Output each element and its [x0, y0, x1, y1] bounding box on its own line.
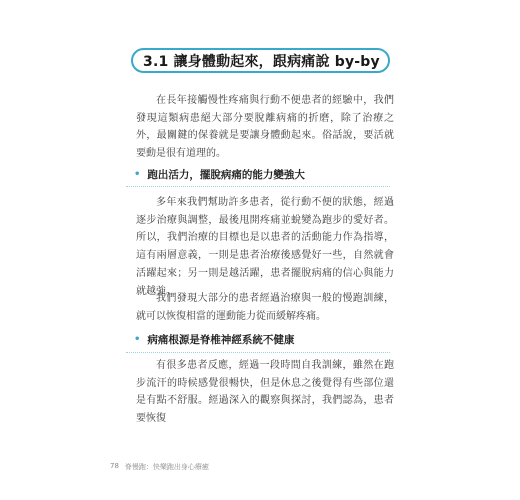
subheading-run-vitality — [134, 165, 305, 183]
paragraph-experience: 多年來我們幫助許多患者，從行動不便的狀態，經過逐步治療與調整，最後甩開疼痛並蛻變為跑步的愛好者。所以，我們治療的目標也是以患者的活動能力作為指導，這有兩層意義，一則是患者治療後感覺好一些，自然就會活躍起來；另一則是越活躍，患者擺脫病痛的信心與能力就越強。 — [136, 197, 394, 297]
bullet-icon: • — [134, 168, 141, 180]
paragraph-intro: 在長年接觸慢性疼痛與行動不便患者的經驗中，我們發現這類病患絕大部分要脫離病痛的折磨，除了治療之外，最關鍵的保養就是要讓身體動起來。俗話說，要活就要動是很有道理的。 — [136, 95, 394, 160]
subheading-divider — [126, 352, 390, 353]
subheading-spine-root — [134, 330, 294, 348]
book-title: 脊慢跑：快樂跑出身心療癒 — [124, 463, 209, 471]
subheading-text: 跑出活力，擺脫病痛的能力變強大 — [147, 168, 305, 181]
paragraph-feedback: 有很多患者反應，經過一段時間自我訓練，雖然在跑步流汗的時候感覺很暢快，但是休息之後覺得有些部位還是有點不舒服。經過深入的觀察與探討，我們認為，患者要恢復 — [136, 360, 394, 425]
subheading-divider — [126, 186, 390, 187]
subheading-text: 病痛根源是脊椎神經系統不健康 — [147, 333, 295, 346]
paragraph-finding: 我們發現大部分的患者經過治療與一般的慢跑訓練，就可以恢復相當的運動能力從而緩解疼痛。 — [136, 293, 394, 322]
bullet-icon: • — [134, 333, 141, 345]
page-number: 78 — [110, 462, 119, 470]
section-title: 3.1 讓身體動起來，跟病痛說 by-by — [143, 53, 380, 70]
section-title-box — [131, 48, 390, 73]
page-footer — [110, 462, 209, 472]
